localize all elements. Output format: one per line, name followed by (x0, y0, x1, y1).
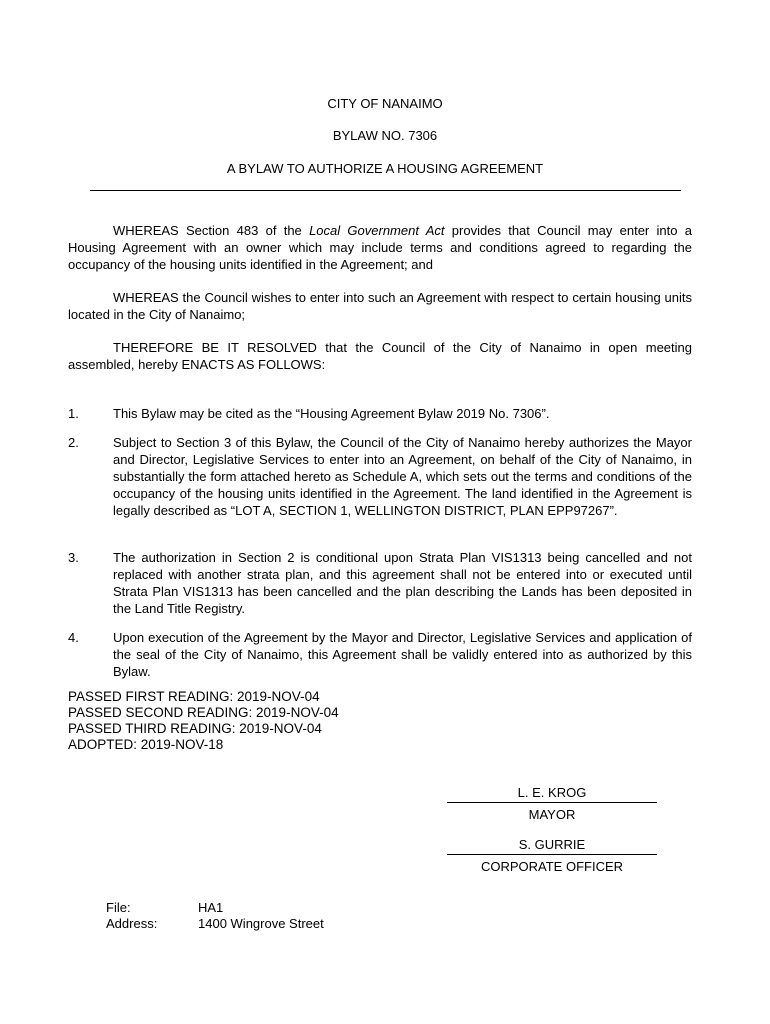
signatory-name: S. GURRIE (447, 836, 657, 855)
readings-block (68, 689, 468, 753)
file-value: HA1 (198, 900, 224, 915)
city-heading: CITY OF NANAIMO (327, 96, 443, 111)
first-reading: PASSED FIRST READING: 2019-NOV-04 (68, 689, 320, 704)
preamble-1-act-name: Local Government Act (309, 223, 445, 238)
section-text: The authorization in Section 2 is conditional upon Strata Plan VIS1313 being cancelled and not replaced with another strata plan, and this agreement shall not be entered into or executed until Strata Plan VIS1313 has been cancelled and the plan describing the Lands has been deposited in the Land Title Registry. (113, 550, 692, 616)
second-reading: PASSED SECOND READING: 2019-NOV-04 (68, 705, 339, 720)
title-divider (90, 190, 681, 191)
signatory-title: MAYOR (528, 807, 576, 822)
signatory-title: CORPORATE OFFICER (480, 859, 624, 874)
bylaw-number: BYLAW NO. 7306 (332, 128, 438, 143)
section-number: 3. (68, 550, 79, 565)
section-number: 2. (68, 435, 79, 450)
officer-signature-block (447, 836, 657, 875)
section-text: Subject to Section 3 of this Bylaw, the Council of the City of Nanaimo hereby authorizes the Mayor and Director, Legislative Services to enter into an Agreement, on behalf of the City of Nanaimo, in substantially the form attached hereto as Schedule A, which sets out the terms and conditions of the occupancy of the housing units identified in the Agreement. The land identified in the Agreement is legally described as “LOT A, SECTION 1, WELLINGTON DISTRICT, PLAN EPP97267”. (113, 435, 692, 518)
section-number: 4. (68, 630, 79, 645)
preamble-whereas-1 (68, 222, 692, 273)
address-value: 1400 Wingrove Street (198, 916, 324, 931)
preamble-1-end: provides that Council may enter into a Housing Agreement with an owner which may include terms and conditions agreed to regarding the occupancy of the housing units identified in the Agreement; and (68, 223, 692, 272)
preamble-1-start: WHEREAS Section 483 of the (113, 223, 310, 238)
adopted-date: ADOPTED: 2019-NOV-18 (68, 737, 224, 752)
third-reading: PASSED THIRD READING: 2019-NOV-04 (68, 721, 322, 736)
mayor-signature-block (447, 784, 657, 823)
address-label: Address: (106, 916, 158, 931)
section-text: This Bylaw may be cited as the “Housing Agreement Bylaw 2019 No. 7306”. (113, 406, 550, 421)
file-label: File: (106, 900, 131, 915)
signatory-name: L. E. KROG (447, 784, 657, 803)
preamble-therefore: THEREFORE BE IT RESOLVED that the Council of the City of Nanaimo in open meeting assembled, hereby ENACTS AS FOLLOWS: (68, 340, 692, 372)
preamble-whereas-2: WHEREAS the Council wishes to enter into such an Agreement with respect to certain housing units located in the City of Nanaimo; (68, 290, 692, 322)
bylaw-title: A BYLAW TO AUTHORIZE A HOUSING AGREEMENT (226, 161, 544, 176)
section-text: Upon execution of the Agreement by the Mayor and Director, Legislative Services and application of the seal of the City of Nanaimo, this Agreement shall be validly entered into as authorized by this Bylaw. (113, 630, 692, 679)
section-number: 1. (68, 406, 79, 421)
